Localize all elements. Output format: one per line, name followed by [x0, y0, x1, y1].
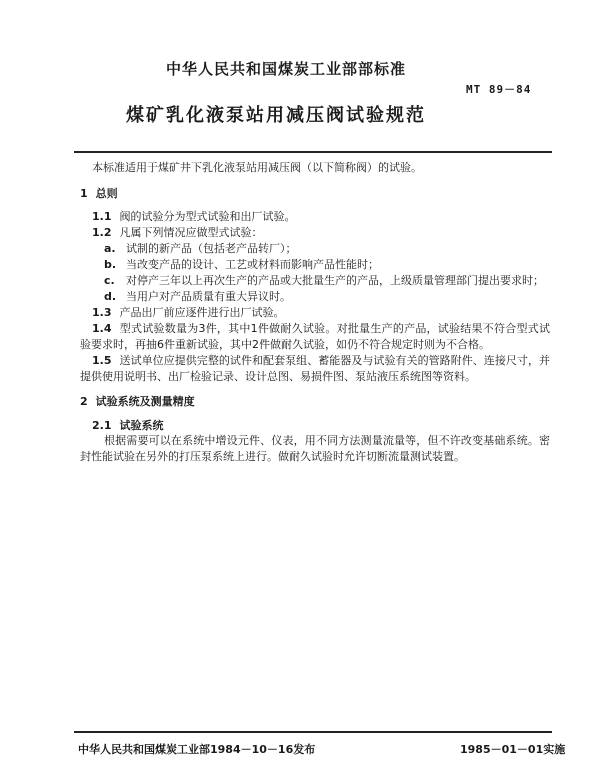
list-item-b	[104, 257, 379, 273]
item-text: 对停产三年以上再次生产的产品或大批量生产的产品，上级质量管理部门提出要求时；	[126, 274, 544, 287]
section-number: 1	[80, 187, 88, 200]
clause-text: 送试单位应提供完整的试件和配套泵组、蓄能器及与试验有关的管路附件、连接尺寸，并提供使用说明书、出厂检验记录、设计总图、易损件图、泵站液压系统图等资料。	[80, 354, 550, 383]
clause-number: 1.3	[92, 306, 112, 319]
subsection-number: 2.1	[92, 419, 112, 432]
intro-paragraph: 本标准适用于煤矿井下乳化液泵站用减压阀（以下简称阀）的试验。	[92, 161, 422, 174]
list-item-a	[104, 241, 297, 257]
clause-1-2	[92, 225, 263, 241]
item-label: b.	[104, 258, 117, 271]
clause-1-5	[80, 353, 550, 385]
effective-date: 1985－01－01实施	[460, 743, 566, 756]
clause-text: 产品出厂前应逐件进行出厂试验。	[119, 306, 285, 319]
clause-number: 1.2	[92, 226, 112, 239]
item-text: 当用户对产品质量有重大异议时。	[126, 290, 291, 303]
clause-1-1	[92, 209, 296, 225]
clause-number: 1.1	[92, 210, 112, 223]
header-rule	[74, 151, 552, 153]
clause-1-4	[80, 321, 550, 353]
clause-1-3	[92, 305, 285, 321]
document-title: 煤矿乳化液泵站用减压阀试验规范	[126, 105, 426, 126]
subsection-2-1-heading	[92, 417, 164, 433]
subsection-2-1-text: 根据需要可以在系统中增设元件、仪表，用不同方法测量流量等，但不许改变基础系统。密封性能试验在另外的打压泵系统上进行。做耐久试验时允许切断流量测试装置。	[80, 434, 550, 463]
issuer-heading: 中华人民共和国煤炭工业部部标准	[166, 60, 407, 78]
clause-number: 1.5	[92, 354, 112, 367]
issue-date: 中华人民共和国煤炭工业部1984－10－16发布	[78, 743, 316, 756]
item-label: a.	[104, 242, 116, 255]
subsection-title: 试验系统	[119, 419, 164, 432]
clause-number: 1.4	[92, 322, 112, 335]
item-text: 当改变产品的设计、工艺或材料而影响产品性能时；	[126, 258, 379, 271]
item-label: d.	[104, 290, 117, 303]
clause-text: 阀的试验分为型式试验和出厂试验。	[119, 210, 296, 223]
standard-number: MT 89－84	[466, 83, 532, 96]
clause-text: 凡属下列情况应做型式试验：	[119, 226, 263, 239]
section-title: 总则	[95, 187, 118, 200]
section-title: 试验系统及测量精度	[95, 395, 195, 408]
list-item-c	[104, 273, 544, 289]
section-2-heading	[80, 393, 195, 409]
item-text: 试制的新产品（包括老产品转厂）；	[126, 242, 297, 255]
list-item-d	[104, 289, 291, 305]
section-1-heading	[80, 185, 118, 201]
footer-rule	[74, 731, 552, 733]
section-number: 2	[80, 395, 88, 408]
clause-text: 型式试验数量为3件，其中1件做耐久试验。对批量生产的产品，试验结果不符合型式试验要求时，再抽6件重新试验，其中2件做耐久试验，如仍不符合规定时则为不合格。	[80, 322, 550, 351]
item-label: c.	[104, 274, 115, 287]
